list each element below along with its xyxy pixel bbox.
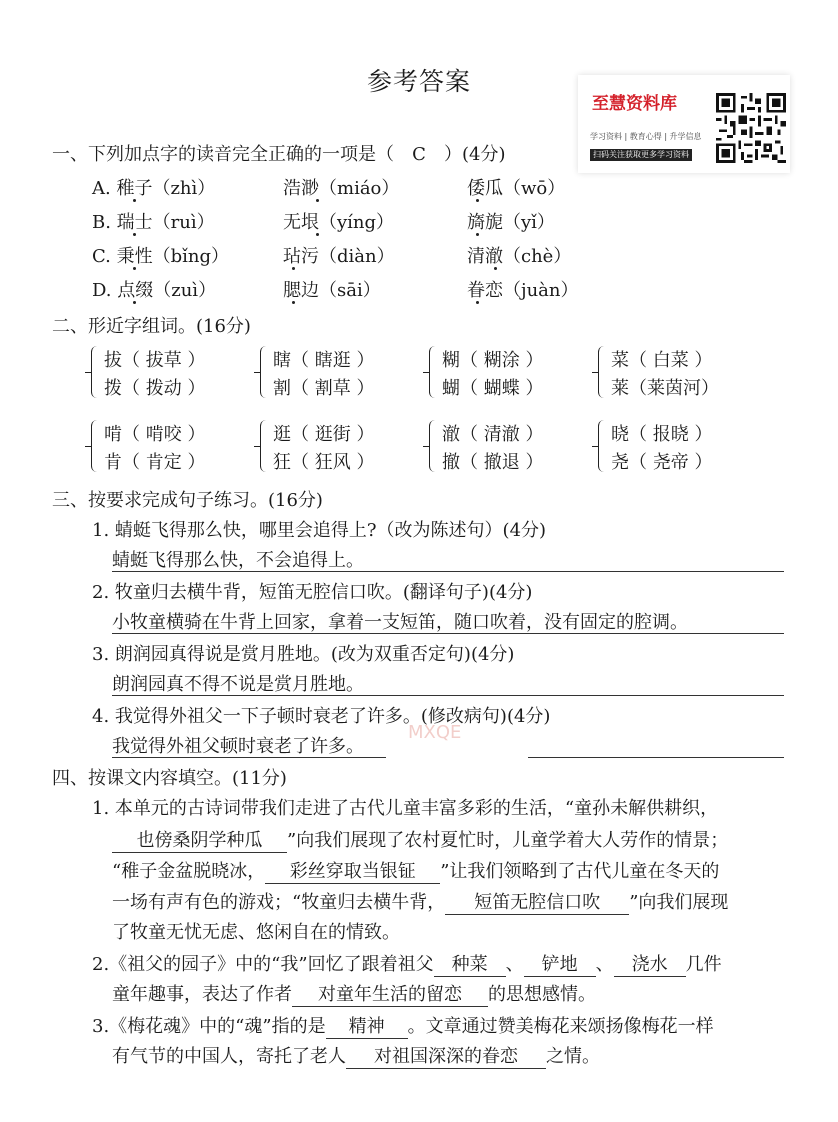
emphasis-dot <box>494 267 497 270</box>
blank-answer: 短笛无腔信口吹 <box>445 888 629 915</box>
answer-line <box>528 757 784 758</box>
word-group-3-b: 蝴（ 蝴蝶 ） <box>442 378 544 399</box>
emphasis-dot <box>133 301 136 304</box>
promo-scan-text: 扫码关注获取更多学习资料 <box>590 149 692 161</box>
sentence-question-3: 3. 朗润园真得说是赏月胜地。(改为双重否定句)(4分) <box>92 644 515 665</box>
section-1-heading <box>52 140 506 166</box>
emphasis-dot <box>133 267 136 270</box>
sentence-answer-4: 我觉得外祖父顿时衰老了许多。 <box>112 736 364 757</box>
fill-2-line-1-text-b: 几件 <box>685 954 722 975</box>
sentence-answer-1: 蜻蜓飞得那么快，不会追得上。 <box>112 550 364 571</box>
section-1-heading-post: ）(4分) <box>444 144 506 165</box>
brace <box>260 420 267 472</box>
option-d-1: D. 点缀（zuì） <box>92 280 217 301</box>
emphasis-dot <box>316 199 319 202</box>
blank-answer: 种菜 <box>434 950 506 977</box>
fill-3-line-2-text-a: 有气节的中国人，寄托了老人 <box>112 1046 346 1067</box>
fill-3-line-1 <box>92 1012 714 1039</box>
option-c-2: 玷污（diàn） <box>283 246 395 267</box>
blank-answer: 浇水 <box>614 950 686 977</box>
emphasis-dot <box>316 233 319 236</box>
fill-1-line-2 <box>112 826 728 853</box>
word-group-5-a: 啃（ 啃咬 ） <box>104 424 206 445</box>
fill-1-line-4-text-a: 一场有声有色的游戏；“牧童归去横牛背， <box>112 892 446 913</box>
fill-1-line-5: 了牧童无忧无虑、悠闲自在的情致。 <box>112 922 400 943</box>
word-group-1-a: 拔（ 拔草 ） <box>104 350 206 371</box>
blank-answer: 铲地 <box>524 950 596 977</box>
fill-2-line-2-text-b: 的思想感情。 <box>488 984 596 1005</box>
blank-answer: 也傍桑阴学种瓜 <box>112 826 287 853</box>
section-1-heading-pre: 一、下列加点字的读音完全正确的一项是（ <box>52 144 394 165</box>
separator: 、 <box>505 954 524 975</box>
section-2-heading: 二、形近字组词。(16分) <box>52 316 251 337</box>
fill-1-line-3 <box>112 857 719 884</box>
emphasis-dot <box>476 301 479 304</box>
word-group-8-a: 晓（ 报晓 ） <box>611 424 713 445</box>
brace <box>429 346 436 398</box>
word-group-2-a: 瞎（ 瞎逛 ） <box>273 350 375 371</box>
blank-answer: 对童年生活的留恋 <box>292 980 488 1007</box>
page-title: 参考答案 <box>366 67 471 96</box>
watermark: MXQE <box>408 722 462 743</box>
fill-2-line-1-text-a: 2.《祖父的园子》中的“我”回忆了跟着祖父 <box>92 954 434 975</box>
sentence-question-4: 4. 我觉得外祖父一下子顿时衰老了许多。(修改病句)(4分) <box>92 706 551 727</box>
option-c-3: 清澈（chè） <box>467 246 572 267</box>
fill-1-line-4 <box>112 888 728 915</box>
fill-1-line-3-text-b: ”让我们领略到了古代儿童在冬天的 <box>440 861 720 882</box>
option-b-1: B. 瑞士（ruì） <box>92 212 215 233</box>
qr-code-icon <box>716 93 786 163</box>
fill-3-line-2-text-b: 之情。 <box>546 1046 600 1067</box>
fill-1-line-4-text-b: ”向我们展现 <box>629 892 729 913</box>
promo-brand: 至慧资料库 <box>592 94 677 114</box>
fill-1-line-2-text: ”向我们展现了农村夏忙时，儿童学着大人劳作的情景； <box>287 830 729 851</box>
section-3-heading: 三、按要求完成句子练习。(16分) <box>52 490 323 511</box>
fill-3-line-1-text-b: 。文章通过赞美梅花来颂扬像梅花一样 <box>407 1016 714 1037</box>
brace <box>91 346 98 398</box>
fill-2-line-2 <box>112 980 596 1007</box>
emphasis-dot <box>133 233 136 236</box>
fill-3-line-2 <box>112 1042 600 1069</box>
option-a-3: 倭瓜（wō） <box>467 178 566 199</box>
brace <box>429 420 436 472</box>
option-b-3: 旖旎（yǐ） <box>467 212 555 233</box>
fill-3-line-1-text-a: 3.《梅花魂》中的“魂”指的是 <box>92 1016 326 1037</box>
sentence-question-2: 2. 牧童归去横牛背，短笛无腔信口吹。(翻译句子)(4分) <box>92 582 533 603</box>
option-d-2: 腮边（sāi） <box>283 280 381 301</box>
section-4-heading: 四、按课文内容填空。(11分) <box>52 768 287 789</box>
option-a-1: A. 稚子（zhì） <box>92 178 216 199</box>
word-group-5-b: 肯（ 肯定 ） <box>104 452 206 473</box>
word-group-6-a: 逛（ 逛街 ） <box>273 424 375 445</box>
option-b-2: 无垠（yíng） <box>283 212 395 233</box>
option-c-1: C. 秉性（bǐng） <box>92 246 229 267</box>
fill-1-line-1: 1. 本单元的古诗词带我们走进了古代儿童丰富多彩的生活，“童孙未解供耕织， <box>92 798 719 819</box>
word-group-3-a: 糊（ 糊涂 ） <box>442 350 544 371</box>
word-group-1-b: 拨（ 拨动 ） <box>104 378 206 399</box>
fill-1-line-3-text-a: “稚子金盆脱晓冰， <box>112 861 266 882</box>
promo-box <box>578 75 790 173</box>
fill-2-line-2-text-a: 童年趣事，表达了作者 <box>112 984 292 1005</box>
section-1-answer: C <box>412 144 426 165</box>
blank-answer: 精神 <box>326 1012 408 1039</box>
word-group-2-b: 割（ 割草 ） <box>273 378 375 399</box>
sentence-answer-2: 小牧童横骑在牛背上回家，拿着一支短笛，随口吹着，没有固定的腔调。 <box>112 612 688 633</box>
fill-2-line-1 <box>92 950 722 977</box>
word-group-6-b: 狂（ 狂风 ） <box>273 452 375 473</box>
emphasis-dot <box>476 233 479 236</box>
emphasis-dot <box>292 267 295 270</box>
promo-tagline: 学习资料 | 教育心得 | 升学信息 <box>590 132 702 141</box>
brace <box>260 346 267 398</box>
brace <box>598 420 605 472</box>
option-d-3: 眷恋（juàn） <box>467 280 579 301</box>
word-group-4-a: 菜（ 白菜 ） <box>611 350 713 371</box>
blank-answer: 对祖国深深的眷恋 <box>346 1042 546 1069</box>
brace <box>598 346 605 398</box>
brace <box>91 420 98 472</box>
sentence-question-1: 1. 蜻蜓飞得那么快，哪里会追得上?（改为陈述句）(4分) <box>92 520 547 541</box>
emphasis-dot <box>292 301 295 304</box>
separator: 、 <box>595 954 614 975</box>
blank-answer: 彩丝穿取当银钲 <box>265 857 440 884</box>
word-group-8-b: 尧（ 尧帝 ） <box>611 452 713 473</box>
sentence-answer-3: 朗润园真不得不说是赏月胜地。 <box>112 674 364 695</box>
word-group-7-b: 撤（ 撤退 ） <box>442 452 544 473</box>
emphasis-dot <box>133 199 136 202</box>
word-group-7-a: 澈（ 清澈 ） <box>442 424 544 445</box>
option-a-2: 浩渺（miáo） <box>283 178 400 199</box>
word-group-4-b: 莱（莱茵河） <box>611 378 719 399</box>
emphasis-dot <box>476 199 479 202</box>
